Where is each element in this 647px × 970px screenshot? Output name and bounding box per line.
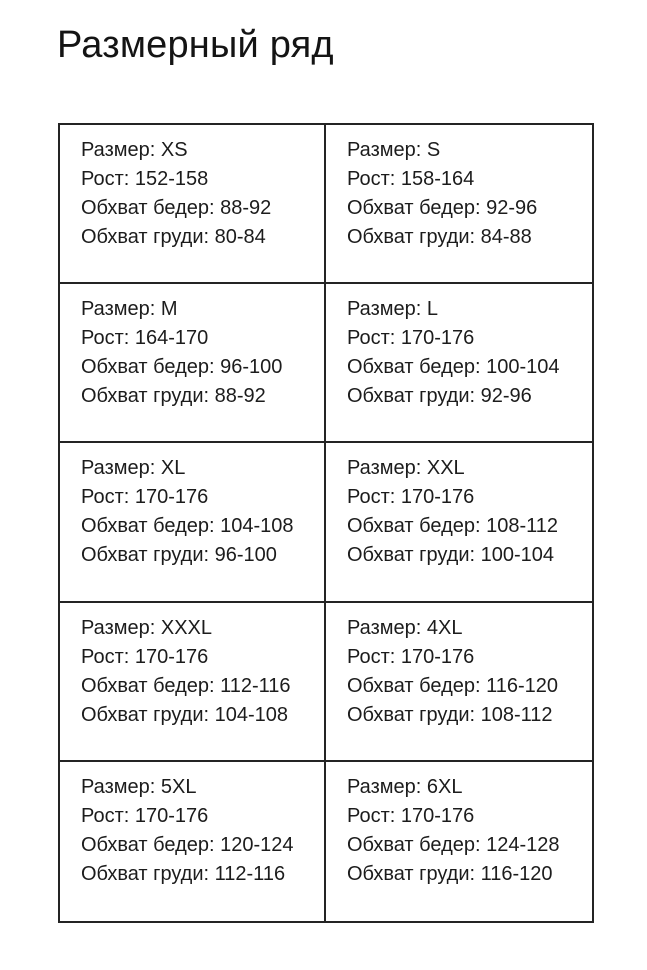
size-line bbox=[81, 454, 316, 483]
chest-label: Обхват груди: bbox=[347, 862, 481, 885]
size-value: S bbox=[426, 139, 441, 161]
height-line bbox=[347, 483, 584, 512]
height-value: 170-176 bbox=[400, 327, 475, 350]
hips-label: Обхват бедер: bbox=[347, 674, 487, 697]
height-value: 170-176 bbox=[400, 486, 475, 509]
chest-value: 96-100 bbox=[214, 544, 277, 567]
height-label: Рост: bbox=[347, 804, 401, 827]
hips-value: 96-100 bbox=[220, 356, 283, 379]
hips-line bbox=[81, 512, 316, 541]
size-line bbox=[81, 295, 316, 324]
chest-label: Обхват груди: bbox=[347, 226, 481, 248]
hips-value: 124-128 bbox=[486, 833, 560, 856]
size-value: 6XL bbox=[426, 775, 463, 798]
hips-label: Обхват бедер: bbox=[81, 833, 221, 856]
size-cell-6xl bbox=[326, 762, 592, 921]
size-value: XXL bbox=[426, 457, 465, 480]
height-line bbox=[81, 165, 316, 194]
hips-value: 92-96 bbox=[486, 197, 538, 219]
height-label: Рост: bbox=[347, 327, 401, 350]
size-label: Размер: bbox=[347, 457, 427, 480]
hips-line bbox=[347, 512, 584, 541]
chest-line bbox=[347, 541, 584, 570]
hips-label: Обхват бедер: bbox=[347, 356, 487, 379]
size-label: Размер: bbox=[347, 616, 427, 639]
size-cell-l bbox=[326, 284, 592, 443]
hips-label: Обхват бедер: bbox=[81, 356, 221, 379]
size-label: Размер: bbox=[347, 775, 427, 798]
page-title: Размерный ряд bbox=[57, 24, 334, 66]
size-line bbox=[347, 773, 584, 802]
hips-line bbox=[347, 353, 584, 382]
size-cell-s bbox=[326, 125, 592, 284]
chest-line bbox=[347, 223, 584, 252]
chest-line bbox=[81, 701, 316, 730]
height-line bbox=[347, 165, 584, 194]
chest-label: Обхват груди: bbox=[347, 703, 481, 726]
hips-line bbox=[81, 831, 316, 860]
hips-value: 88-92 bbox=[220, 197, 272, 219]
height-label: Рост: bbox=[347, 168, 401, 190]
hips-value: 108-112 bbox=[486, 515, 559, 538]
chest-value: 80-84 bbox=[214, 226, 266, 248]
height-label: Рост: bbox=[81, 486, 135, 509]
chest-value: 108-112 bbox=[480, 703, 553, 726]
chest-line bbox=[81, 860, 316, 889]
chest-value: 104-108 bbox=[214, 703, 289, 726]
size-label: Размер: bbox=[81, 139, 161, 161]
size-value: XXXL bbox=[160, 616, 213, 639]
hips-label: Обхват бедер: bbox=[347, 515, 487, 538]
height-label: Рост: bbox=[81, 327, 135, 350]
height-value: 170-176 bbox=[400, 645, 475, 668]
size-label: Размер: bbox=[81, 616, 161, 639]
hips-label: Обхват бедер: bbox=[347, 833, 487, 856]
height-value: 170-176 bbox=[134, 645, 209, 668]
hips-label: Обхват бедер: bbox=[347, 197, 487, 219]
size-value: L bbox=[426, 298, 438, 321]
size-label: Размер: bbox=[81, 298, 161, 321]
height-line bbox=[81, 643, 316, 672]
height-value: 158-164 bbox=[400, 168, 475, 190]
hips-line bbox=[347, 672, 584, 701]
chest-line bbox=[81, 382, 316, 411]
size-line bbox=[347, 295, 584, 324]
chest-label: Обхват груди: bbox=[347, 544, 481, 567]
size-line bbox=[347, 136, 584, 165]
size-label: Размер: bbox=[347, 139, 427, 161]
size-line bbox=[81, 773, 316, 802]
size-value: XL bbox=[160, 457, 186, 480]
chest-label: Обхват груди: bbox=[81, 544, 215, 567]
chest-line bbox=[347, 382, 584, 411]
chest-value: 100-104 bbox=[480, 544, 555, 567]
hips-line bbox=[347, 194, 584, 223]
height-label: Рост: bbox=[347, 645, 401, 668]
size-cell-xl bbox=[60, 443, 326, 602]
hips-value: 116-120 bbox=[486, 674, 559, 697]
size-cell-4xl bbox=[326, 603, 592, 762]
size-line bbox=[81, 614, 316, 643]
chest-value: 116-120 bbox=[480, 862, 553, 885]
hips-label: Обхват бедер: bbox=[81, 197, 221, 219]
height-value: 170-176 bbox=[400, 804, 475, 827]
hips-label: Обхват бедер: bbox=[81, 674, 221, 697]
height-value: 170-176 bbox=[134, 486, 209, 509]
height-line bbox=[81, 324, 316, 353]
height-label: Рост: bbox=[347, 486, 401, 509]
chest-value: 92-96 bbox=[480, 385, 532, 408]
size-value: 5XL bbox=[160, 775, 197, 798]
chest-label: Обхват груди: bbox=[81, 703, 215, 726]
height-line bbox=[81, 802, 316, 831]
chest-value: 88-92 bbox=[214, 385, 266, 408]
size-value: 4XL bbox=[426, 616, 463, 639]
height-label: Рост: bbox=[81, 168, 135, 190]
size-cell-xxl bbox=[326, 443, 592, 602]
size-label: Размер: bbox=[347, 298, 427, 321]
size-cell-5xl bbox=[60, 762, 326, 921]
chest-line bbox=[347, 701, 584, 730]
hips-line bbox=[81, 353, 316, 382]
hips-line bbox=[81, 194, 316, 223]
height-value: 170-176 bbox=[134, 804, 209, 827]
chest-line bbox=[81, 541, 316, 570]
height-line bbox=[347, 802, 584, 831]
hips-value: 120-124 bbox=[220, 833, 294, 856]
size-line bbox=[347, 614, 584, 643]
size-line bbox=[81, 136, 316, 165]
size-label: Размер: bbox=[81, 775, 161, 798]
hips-value: 104-108 bbox=[220, 515, 294, 538]
size-line bbox=[347, 454, 584, 483]
height-line bbox=[347, 324, 584, 353]
height-line bbox=[81, 483, 316, 512]
chest-label: Обхват груди: bbox=[81, 862, 215, 885]
height-value: 164-170 bbox=[134, 327, 209, 350]
chest-line bbox=[81, 223, 316, 252]
size-cell-m bbox=[60, 284, 326, 443]
hips-value: 112-116 bbox=[220, 674, 291, 697]
hips-label: Обхват бедер: bbox=[81, 515, 221, 538]
size-cell-xs bbox=[60, 125, 326, 284]
chest-label: Обхват груди: bbox=[81, 385, 215, 408]
hips-value: 100-104 bbox=[486, 356, 560, 379]
height-value: 152-158 bbox=[134, 168, 209, 190]
size-value: M bbox=[160, 298, 178, 321]
chest-label: Обхват груди: bbox=[347, 385, 481, 408]
chest-label: Обхват груди: bbox=[81, 226, 215, 248]
chest-value: 84-88 bbox=[480, 226, 532, 248]
size-value: XS bbox=[160, 139, 188, 161]
size-label: Размер: bbox=[81, 457, 161, 480]
hips-line bbox=[81, 672, 316, 701]
height-line bbox=[347, 643, 584, 672]
size-table bbox=[58, 123, 594, 923]
chest-value: 112-116 bbox=[214, 862, 286, 885]
size-cell-xxxl bbox=[60, 603, 326, 762]
hips-line bbox=[347, 831, 584, 860]
height-label: Рост: bbox=[81, 645, 135, 668]
height-label: Рост: bbox=[81, 804, 135, 827]
chest-line bbox=[347, 860, 584, 889]
